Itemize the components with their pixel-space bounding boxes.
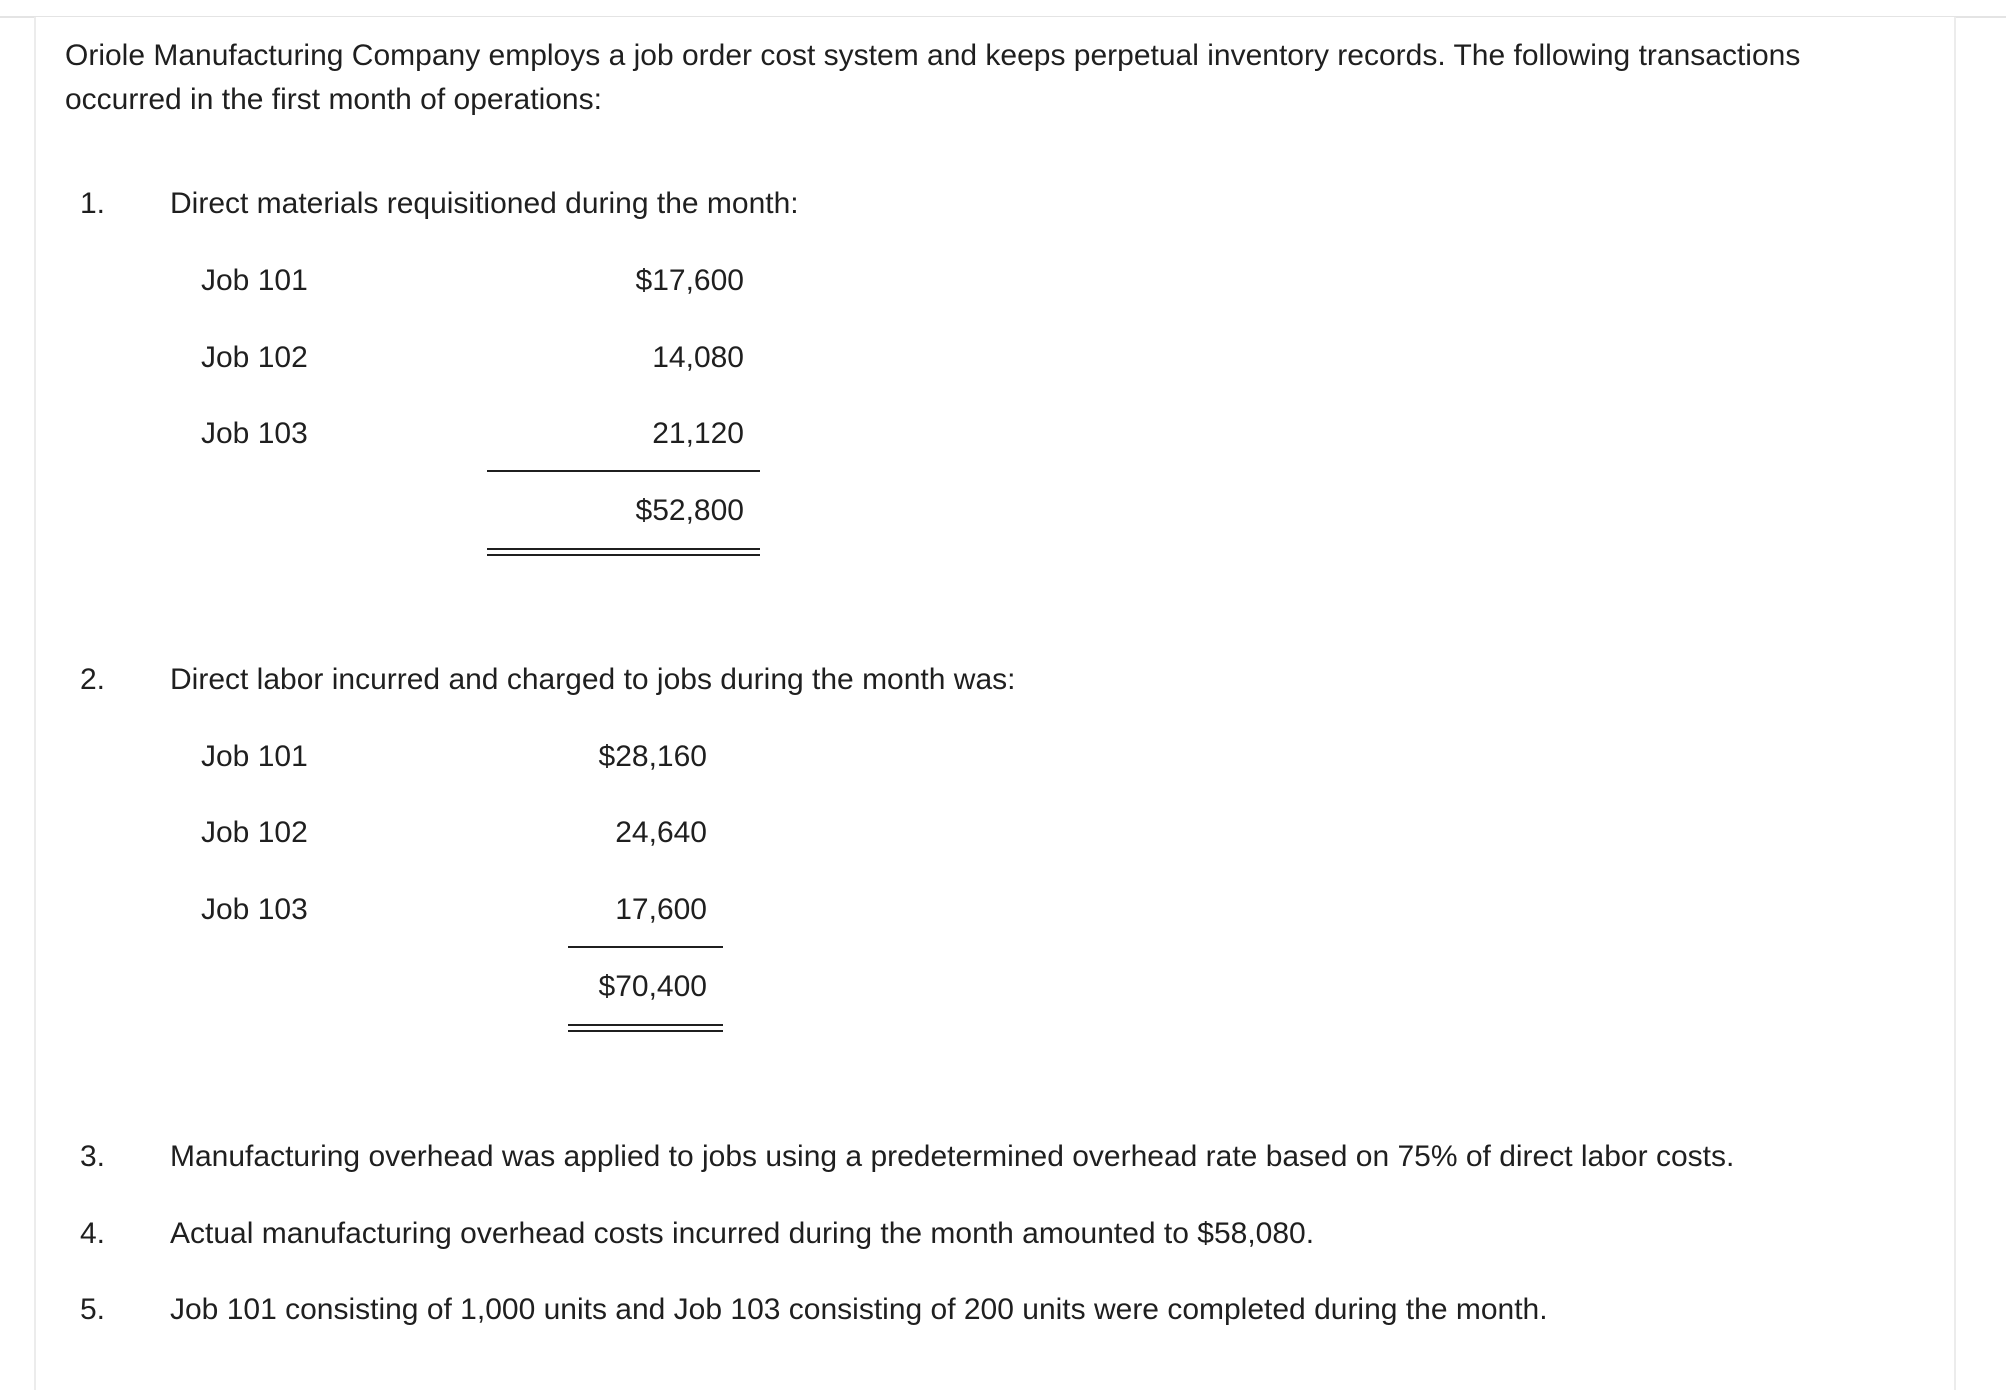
item-number: 4. [80, 1217, 106, 1250]
row-label: Job 103 [201, 893, 308, 926]
row-label: Job 102 [201, 341, 308, 374]
row-label: Job 101 [201, 264, 308, 297]
subtotal-rule [487, 470, 760, 472]
item-number: 2. [80, 663, 106, 696]
item-text: Manufacturing overhead was applied to jobs using a predetermined overhead rate based on 75% of direct labor costs. [170, 1140, 1735, 1173]
item-number: 5. [80, 1293, 106, 1326]
total-double-rule [568, 1024, 723, 1032]
row-label: Job 102 [201, 816, 308, 849]
top-bar [0, 0, 2006, 18]
total-double-rule [487, 548, 760, 556]
row-amount: 21,120 [652, 417, 744, 450]
row-label: Job 101 [201, 740, 308, 773]
row-label: Job 103 [201, 417, 308, 450]
item-number: 1. [80, 187, 106, 220]
problem-intro: Oriole Manufacturing Company employs a job order cost system and keeps perpetual inventory records. The following transactions occurred in the first month of operations: [65, 39, 1801, 116]
subtotal-rule [568, 946, 723, 948]
item-text: Actual manufacturing overhead costs incurred during the month amounted to $58,080. [170, 1217, 1315, 1250]
total-amount: $52,800 [635, 494, 744, 527]
item-number: 3. [80, 1140, 106, 1173]
item-text: Direct materials requisitioned during the month: [170, 187, 799, 220]
row-amount: 24,640 [615, 816, 707, 849]
item-text: Job 101 consisting of 1,000 units and Job 103 consisting of 200 units were completed during the month. [170, 1293, 1548, 1326]
item-text: Direct labor incurred and charged to jobs during the month was: [170, 663, 1016, 696]
row-amount: 17,600 [615, 893, 707, 926]
row-amount: 14,080 [652, 341, 744, 374]
row-amount: $28,160 [598, 740, 707, 773]
row-amount: $17,600 [635, 264, 744, 297]
total-amount: $70,400 [598, 970, 707, 1003]
